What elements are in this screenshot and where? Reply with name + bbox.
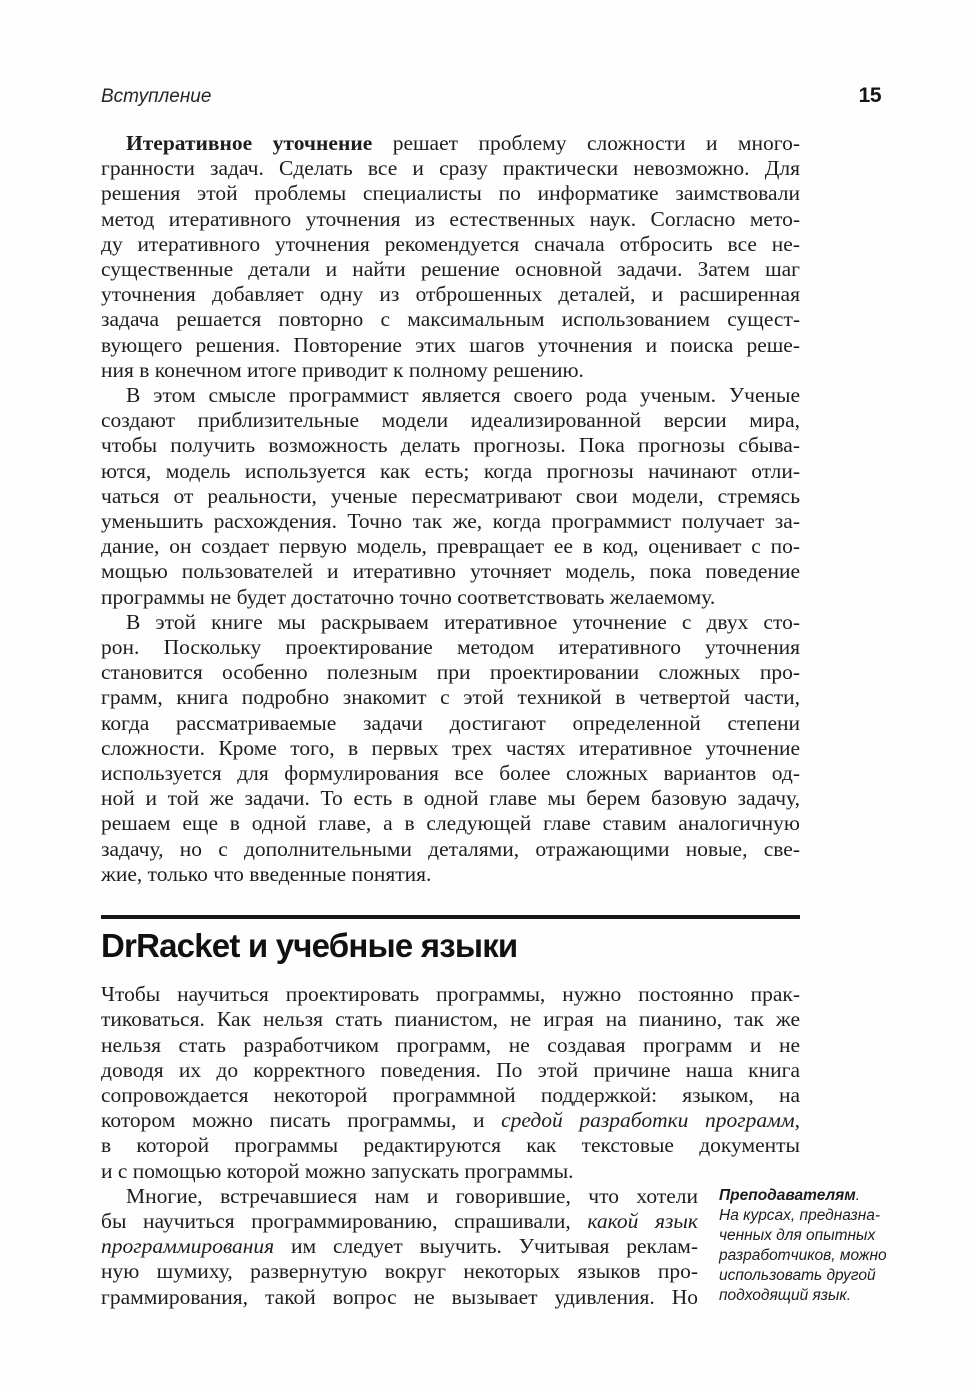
text-line: задача решается повторно с максимальным использованием сущест-	[101, 307, 800, 332]
text-line: программирования им следует выучить. Учитывая реклам-	[101, 1234, 698, 1259]
text-line: мощью пользователей и итеративно уточняет модель, пока поведение	[101, 559, 800, 584]
text-line: грамм, книга подробно знакомит с этой техникой в четвертой части,	[101, 685, 800, 710]
text-line: метод итеративного уточнения из естественных наук. Согласно мето-	[101, 206, 800, 231]
text-line: сопровождается некоторой программной поддержкой: языком, на	[101, 1082, 800, 1107]
text-line: вующего решения. Повторение этих шагов уточнения и поиска реше-	[101, 332, 800, 357]
page-number: 15	[858, 84, 881, 107]
margin-note-line: подходящий язык.	[719, 1286, 852, 1304]
text-line: доводя их до корректного поведения. По этой причине наша книга	[101, 1057, 800, 1082]
text-line: и с помощью которой можно запускать программы.	[101, 1158, 574, 1183]
intro-paragraphs	[101, 131, 800, 887]
margin-note-label-line	[719, 1186, 879, 1206]
text-line: уменьшить расхождения. Точно так же, когда программист получает за-	[101, 509, 800, 534]
running-title: Вступление	[101, 86, 212, 107]
margin-note	[719, 1184, 887, 1310]
text-line: ния в конечном итоге приводит к полному решению.	[101, 357, 584, 382]
text-line: ную шумиху, развернутую вокруг некоторых языков про-	[101, 1259, 698, 1284]
section-title: DrRacket и учебные языки	[101, 927, 518, 965]
text-line: В этой книге мы раскрываем итеративное уточнение с двух сто-	[126, 609, 800, 634]
paragraph	[101, 383, 800, 610]
paragraph	[101, 610, 800, 887]
text-line: программы не будет достаточно точно соответствовать желаемому.	[101, 584, 716, 609]
text-line: граммирования, такой вопрос не вызывает удивления. Но	[101, 1284, 698, 1309]
text-line: гранности задач. Сделать все и сразу практически невозможно. Для	[101, 156, 800, 181]
margin-note-line: На курсах, предназна-	[719, 1206, 881, 1224]
margin-note-line: ченных для опытных	[719, 1226, 876, 1244]
text-line: чтобы получить возможность делать прогнозы. Пока прогнозы сбыва-	[101, 433, 800, 458]
text-line: Чтобы научиться проектировать программы, нужно постоянно прак-	[101, 982, 800, 1007]
text-line: Итеративное уточнение решает проблему сложности и много-	[126, 131, 800, 155]
text-line: ной и той же задачи. То есть в одной главе мы берем базовую задачу,	[101, 786, 800, 811]
paragraph	[101, 982, 800, 1184]
text-line: чаться от реальности, ученые пересматривают свои модели, стремясь	[101, 483, 800, 508]
text-line: Многие, встречавшиеся нам и говорившие, что хотели	[126, 1183, 698, 1208]
margin-note-line: разработчиков, можно	[719, 1246, 887, 1264]
margin-note-label-suffix: .	[855, 1186, 861, 1204]
paragraph	[101, 1184, 698, 1310]
text-line: существенные детали и найти решение основной задачи. Затем шаг	[101, 257, 800, 282]
text-line: рон. Поскольку проектирование методом итеративного уточнения	[101, 635, 800, 660]
page-header	[101, 86, 881, 106]
text-line: когда рассматриваемые задачи достигают определенной степени	[101, 710, 800, 735]
text-line: в которой программы редактируются как текстовые документы	[101, 1133, 800, 1158]
paragraph	[101, 131, 800, 383]
text-line: котором можно писать программы, и средой разработки программ,	[101, 1108, 800, 1133]
margin-note-line: использовать другой	[719, 1266, 876, 1284]
text-line: задачу, но с дополнительными деталями, отражающими новые, све-	[101, 836, 800, 861]
margin-note-label: Преподавателям	[719, 1186, 856, 1204]
text-line: сложности. Кроме того, в первых трех частях итеративное уточнение	[101, 735, 800, 760]
text-line: становится особенно полезным при проектировании сложных про-	[101, 660, 800, 685]
section-paragraphs	[101, 982, 800, 1184]
margin-note-body	[719, 1206, 887, 1306]
text-line: В этом смысле программист является своего рода ученым. Ученые	[126, 383, 800, 408]
text-line: решения этой проблемы специалисты по информатике заимствовали	[101, 181, 800, 206]
text-line: создают приблизительные модели идеализированной версии мира,	[101, 408, 800, 433]
text-line: нельзя стать разработчиком программ, не создавая программ и не	[101, 1032, 800, 1057]
text-line: уточнения добавляет одну из отброшенных деталей, и расширенная	[101, 282, 800, 307]
text-line: жие, только что введенные понятия.	[101, 861, 432, 886]
narrow-column-paragraphs	[101, 1184, 698, 1310]
section-divider	[101, 915, 800, 919]
text-line: дание, он создает первую модель, превращает ее в код, оценивает с по-	[101, 534, 800, 559]
text-line: используется для формулирования все более сложных вариантов од-	[101, 761, 800, 786]
text-line: ду итеративного уточнения рекомендуется сначала отбросить все не-	[101, 231, 800, 256]
text-line: решаем еще в одной главе, а в следующей главе ставим аналогичную	[101, 811, 800, 836]
text-line: ются, модель используется как есть; когда прогнозы начинают отли-	[101, 458, 800, 483]
page-content	[101, 84, 887, 1310]
bottom-row	[101, 1183, 887, 1310]
text-line: тиковаться. Как нельзя стать пианистом, не играя на пианино, так же	[101, 1007, 800, 1032]
text-line: бы научиться программированию, спрашивали, какой язык	[101, 1208, 698, 1233]
